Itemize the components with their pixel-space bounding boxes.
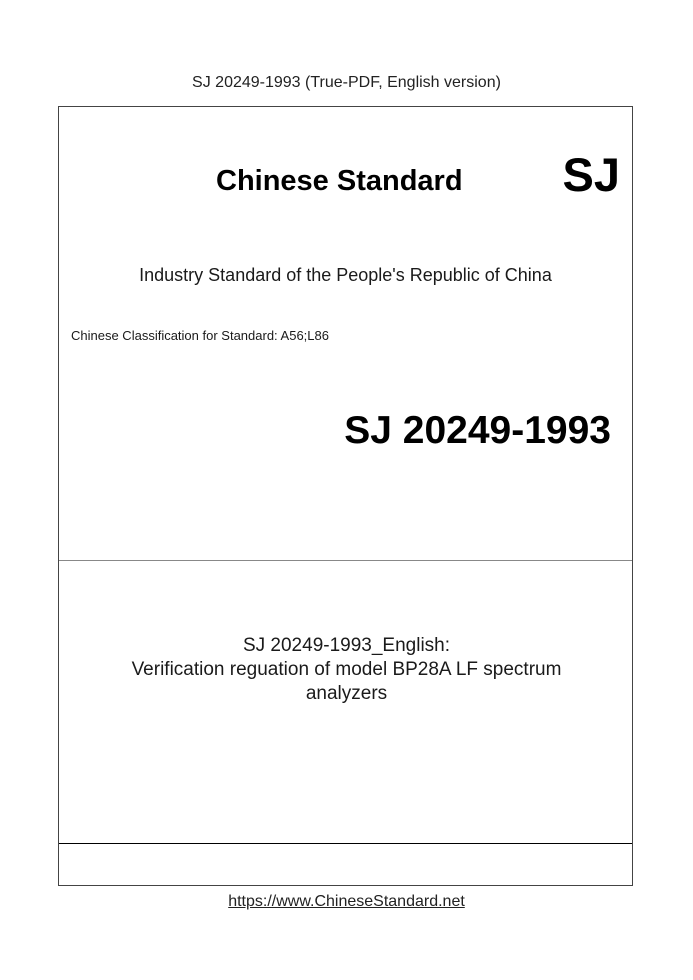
footer (0, 892, 693, 912)
title-line-3: analyzers (305, 683, 388, 704)
standard-number: SJ 20249-1993 (344, 409, 611, 452)
title-line-1: SJ 20249-1993_English: (242, 635, 451, 656)
industry-line: Industry Standard of the People's Republic of China (139, 265, 552, 285)
classification-line: Chinese Classification for Standard: A56;L86 (71, 328, 329, 343)
standard-title-block (79, 634, 614, 706)
section-divider (59, 560, 632, 561)
title-line-2: Verification reguation of model BP28A LF spectrum (131, 659, 562, 680)
cover-frame (58, 106, 633, 886)
standard-code: SJ (562, 148, 620, 201)
document-header: SJ 20249-1993 (True-PDF, English version) (192, 74, 501, 91)
website-link[interactable]: https://www.ChineseStandard.net (228, 893, 465, 910)
standard-label: Chinese Standard (216, 165, 463, 197)
bottom-band (59, 843, 632, 886)
